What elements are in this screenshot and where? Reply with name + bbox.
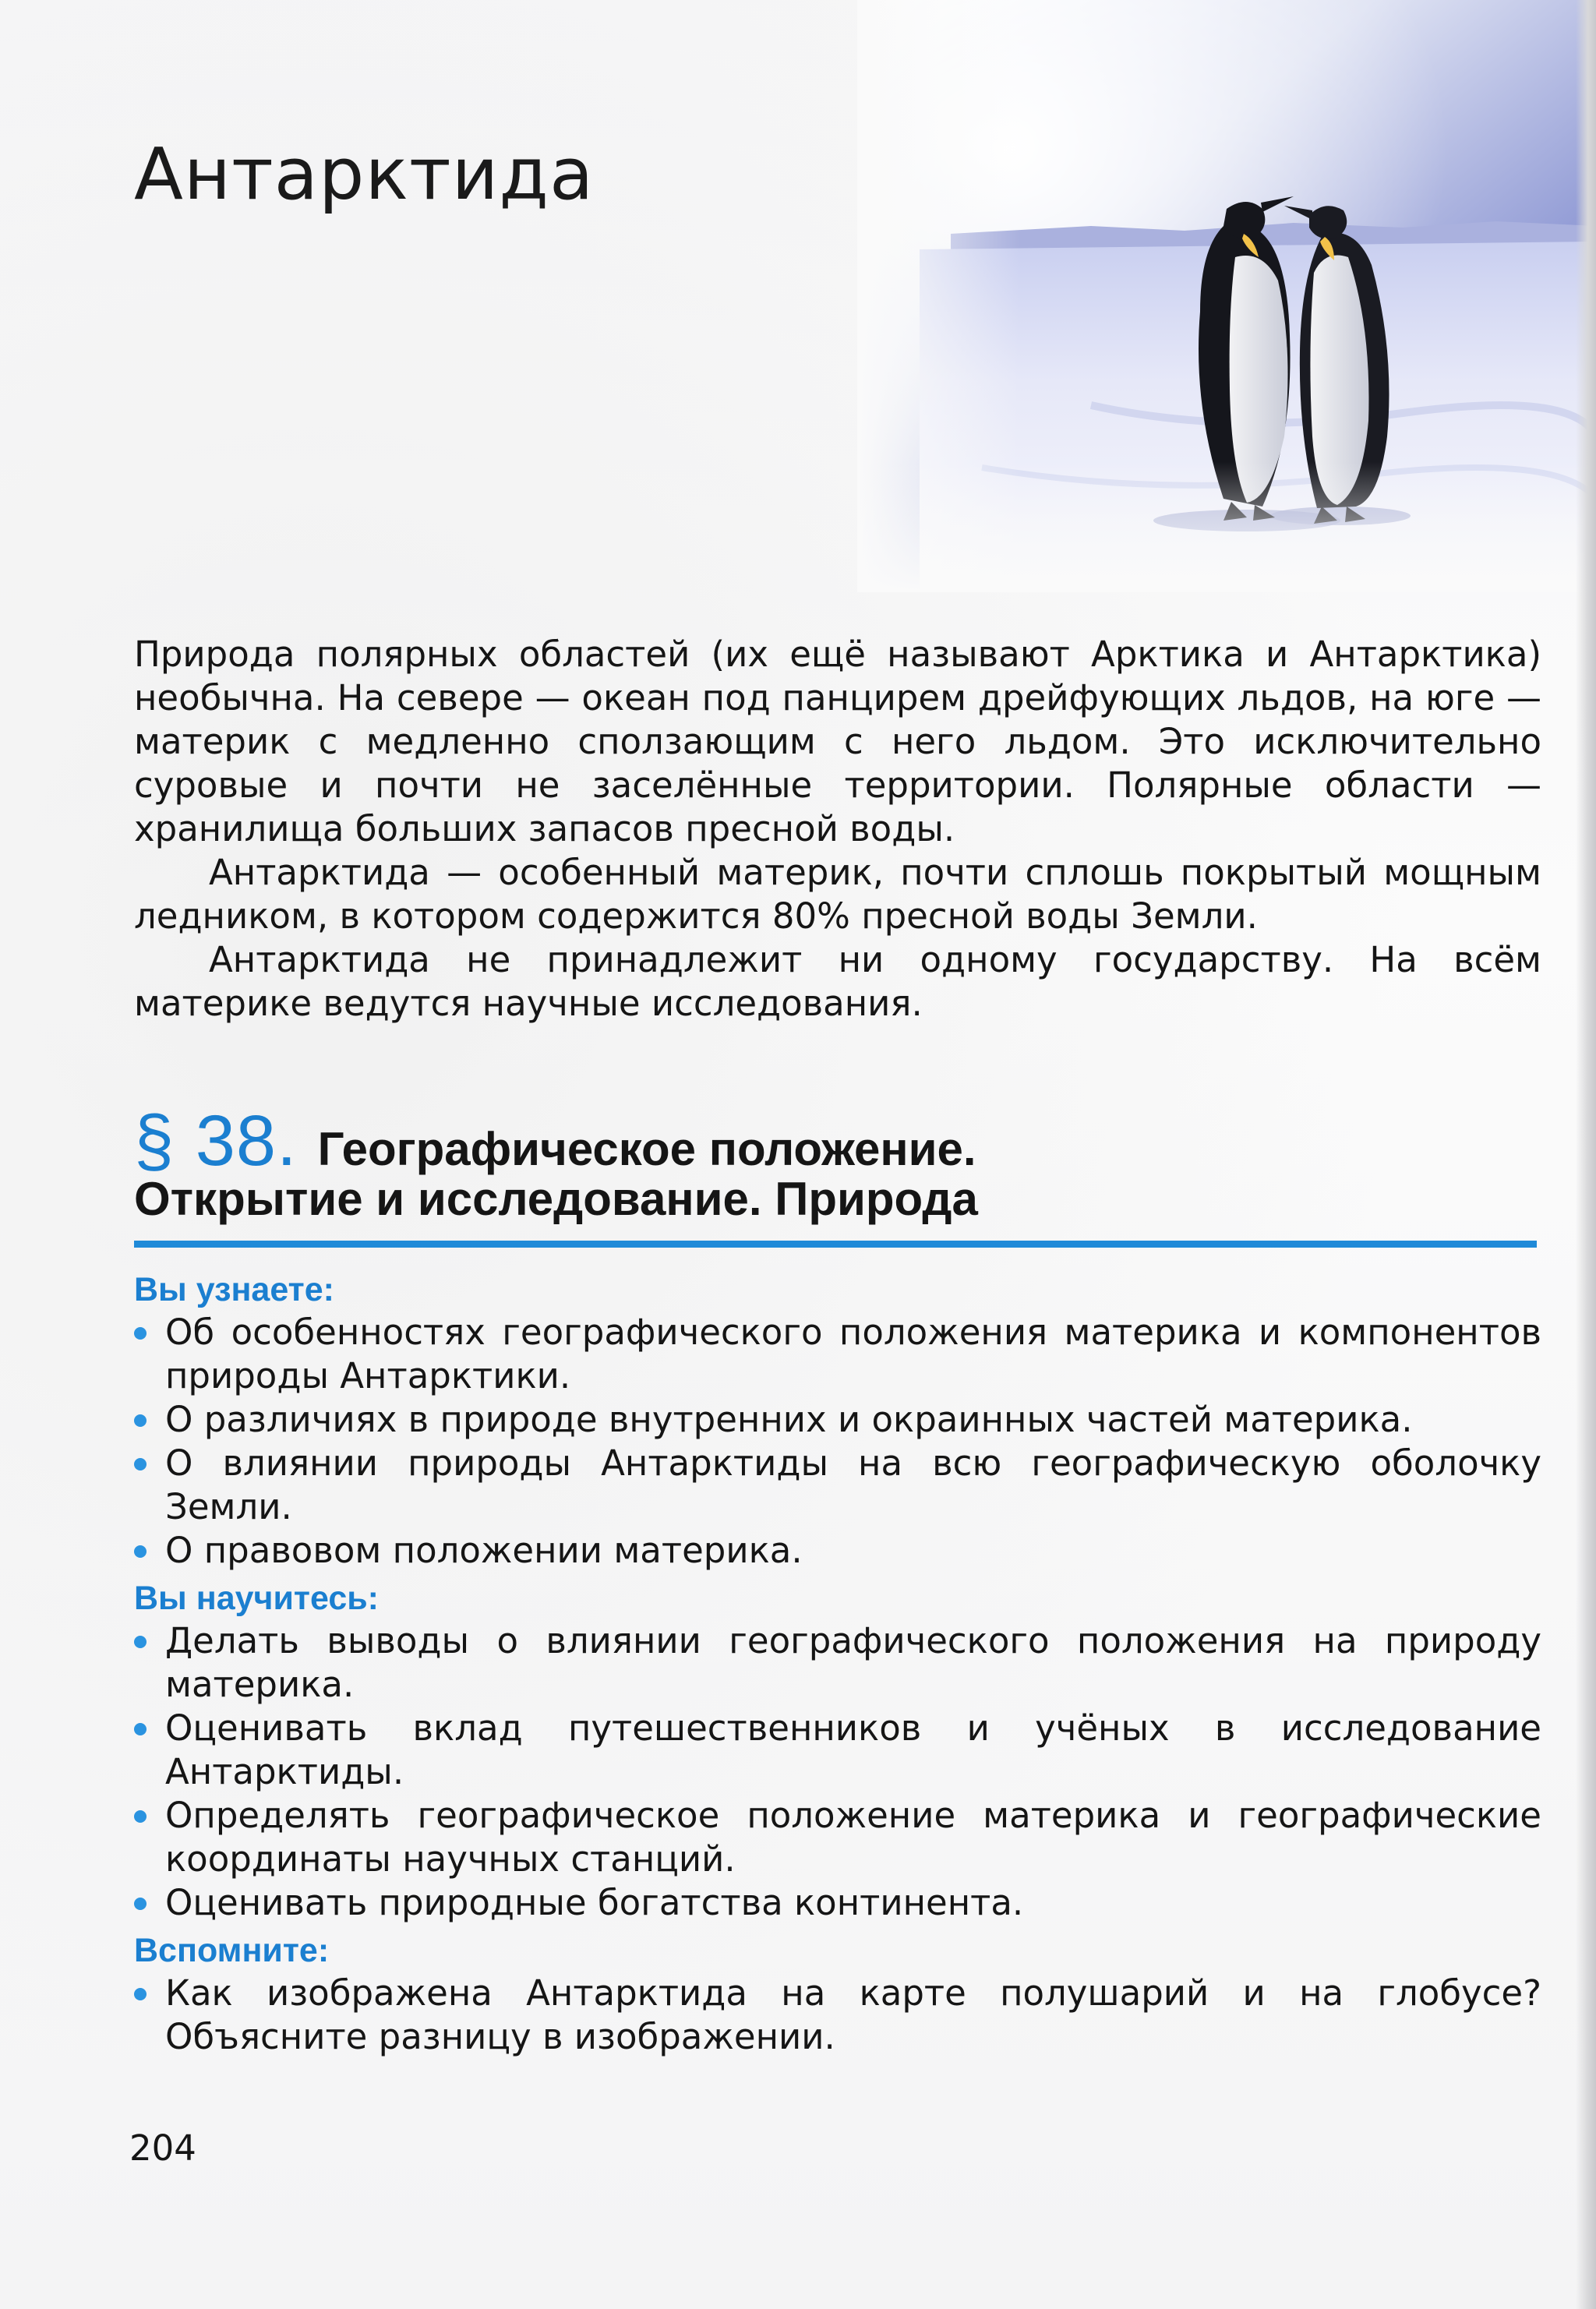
recall-list [134, 1972, 1541, 2059]
skills-heading: Вы научитесь: [134, 1580, 379, 1617]
bullet-icon [134, 1723, 147, 1735]
penguins-photo [857, 0, 1596, 592]
section-heading [134, 1100, 1541, 1231]
bullet-icon [134, 1458, 147, 1470]
section-divider [134, 1241, 1537, 1248]
list-item: Как изображена Антарктида на карте полушарий и на глобусе? Объясните разницу в изображении. [134, 1972, 1541, 2059]
page-edge-shadow [1576, 0, 1596, 2309]
list-item: Оценивать вклад путешественников и учёных в исследование Антарктиды. [134, 1707, 1541, 1794]
intro-paragraph: Антарктида — особенный материк, почти сплошь покрытый мощным ледником, в котором содержится 80% пресной воды Земли. [134, 852, 1541, 937]
list-item: Оценивать природные богатства континента. [134, 1881, 1541, 1925]
list-item: Делать выводы о влиянии географического положения на природу материка. [134, 1619, 1541, 1707]
section-title: Географическое положение. [317, 1123, 976, 1175]
chapter-title: Антарктида [134, 132, 595, 216]
section-number: § 38. [134, 1101, 298, 1181]
list-item: О различиях в природе внутренних и окраинных частей материка. [134, 1398, 1541, 1442]
bullet-icon [134, 1327, 147, 1340]
bullet-icon [134, 1988, 147, 2000]
intro-paragraph: Природа полярных областей (их ещё называют Арктика и Антарктика) необычна. На севере — океан под панцирем дрейфующих льдов, на юге — материк с медленно сползающим с него льдом. Это исключительно суровые и почти не заселённые территории. Полярные области — хранилища больших запасов пресной воды. [134, 634, 1541, 849]
intro-paragraph: Антарктида не принадлежит ни одному государству. На всём материке ведутся научные исследования. [134, 939, 1541, 1024]
learn-list [134, 1311, 1541, 1573]
intro-text [134, 633, 1541, 1026]
skills-list [134, 1619, 1541, 1925]
bullet-icon [134, 1545, 147, 1558]
bullet-icon [134, 1898, 147, 1910]
list-item: О правовом положении материка. [134, 1529, 1541, 1573]
list-item: О влиянии природы Антарктиды на всю географическую оболочку Земли. [134, 1442, 1541, 1529]
list-item: Определять географическое положение материка и географические координаты научных станций. [134, 1794, 1541, 1881]
recall-heading: Вспомните: [134, 1932, 330, 1969]
list-item: Об особенностях географического положения материка и компонентов природы Антарктики. [134, 1311, 1541, 1398]
bullet-icon [134, 1636, 147, 1648]
page-number: 204 [129, 2127, 196, 2169]
section-subtitle: Открытие и исследование. Природа [134, 1173, 978, 1225]
bullet-icon [134, 1810, 147, 1823]
learn-heading: Вы узнаете: [134, 1271, 334, 1308]
bullet-icon [134, 1414, 147, 1427]
learning-goals [134, 1269, 1541, 2064]
